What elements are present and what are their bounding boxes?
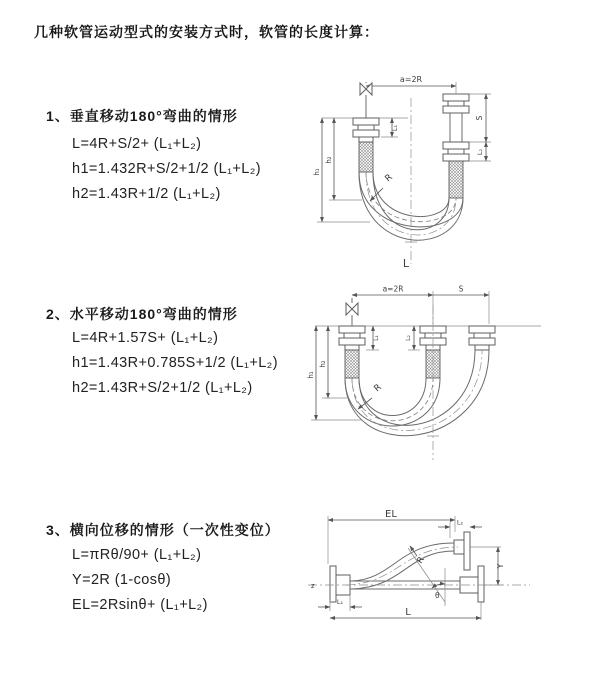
hose-curves	[345, 350, 489, 436]
hose-curves	[346, 543, 458, 589]
section-3-heading: 3、横向位移的情形（一次性变位）	[46, 522, 280, 538]
section-2-formula-L: L=4R+1.57S+ (L₁+L₂)	[72, 330, 219, 346]
section-3-formula-Y: Y=2R (1-cosθ)	[72, 572, 172, 588]
right-flange	[460, 566, 484, 602]
dim-label-y: Y	[496, 563, 505, 569]
section-1-formula-L: L=4R+S/2+ (L₁+L₂)	[72, 136, 202, 152]
centerline-z-label: z	[311, 582, 315, 590]
length-label: L	[405, 607, 411, 618]
dim-label-s: S	[475, 115, 484, 121]
right-hose-braid	[449, 161, 463, 198]
dim-label-l1: L₁	[336, 598, 344, 606]
section-1-formula-h2: h2=1.43R+1/2 (L₁+L₂)	[72, 186, 221, 202]
section-2-formula-h1: h1=1.43R+0.785S+1/2 (L₁+L₂)	[72, 355, 278, 371]
left-hose-fitting	[353, 118, 379, 142]
dim-label-a2r: a=2R	[399, 75, 423, 84]
dim-label-h2: h₂	[325, 156, 333, 164]
dim-label-a2r: a=2R	[382, 284, 404, 294]
valve-icon	[346, 298, 358, 326]
radius-label: R	[415, 555, 427, 566]
section-1-formula-h1: h1=1.432R+S/2+1/2 (L₁+L₂)	[72, 161, 262, 177]
dim-label-l2: L₂	[456, 518, 464, 527]
dim-label-l2: L₂	[476, 148, 484, 156]
left-hose-braid	[345, 350, 359, 378]
left-hose-fitting	[339, 326, 365, 350]
section-1-heading: 1、垂直移动180°弯曲的情形	[46, 108, 238, 124]
diagram-vertical-move-180-bend	[308, 70, 556, 270]
left-flange	[330, 566, 350, 602]
section-3-formula-L: L=πRθ/90+ (L₁+L₂)	[72, 547, 202, 563]
section-2-formula-h2: h2=1.43R+S/2+1/2 (L₁+L₂)	[72, 380, 253, 396]
dim-label-l1: L₁	[373, 335, 380, 341]
diagram-lateral-displacement	[298, 500, 600, 645]
dim-label-h1: h₁	[313, 168, 321, 176]
left-hose-braid	[359, 142, 373, 172]
length-label: L	[402, 257, 410, 270]
upper-flange	[454, 532, 470, 570]
dim-label-l2: L₂	[405, 335, 412, 341]
right-hose-fitting	[443, 94, 469, 161]
section-2-heading: 2、水平移动180°弯曲的情形	[46, 306, 238, 322]
dim-label-l1: L₁	[391, 124, 399, 132]
radius-label: R	[383, 172, 395, 185]
page-title: 几种软管运动型式的安装方式时，软管的长度计算：	[34, 24, 379, 40]
section-3-formula-EL: EL=2Rsinθ+ (L₁+L₂)	[72, 597, 208, 613]
dim-label-s: S	[458, 284, 464, 294]
diagram-horizontal-move-180-bend	[303, 280, 558, 472]
right-hose-fitting	[469, 326, 495, 350]
dim-label-h2: h₂	[319, 360, 327, 368]
radius-leader	[358, 398, 372, 409]
valve-icon	[360, 82, 372, 118]
radius-label: R	[372, 382, 384, 395]
theta-label: θ	[435, 591, 440, 600]
dim-label-el: EL	[385, 509, 397, 520]
dim-label-h1: h₁	[307, 371, 315, 379]
